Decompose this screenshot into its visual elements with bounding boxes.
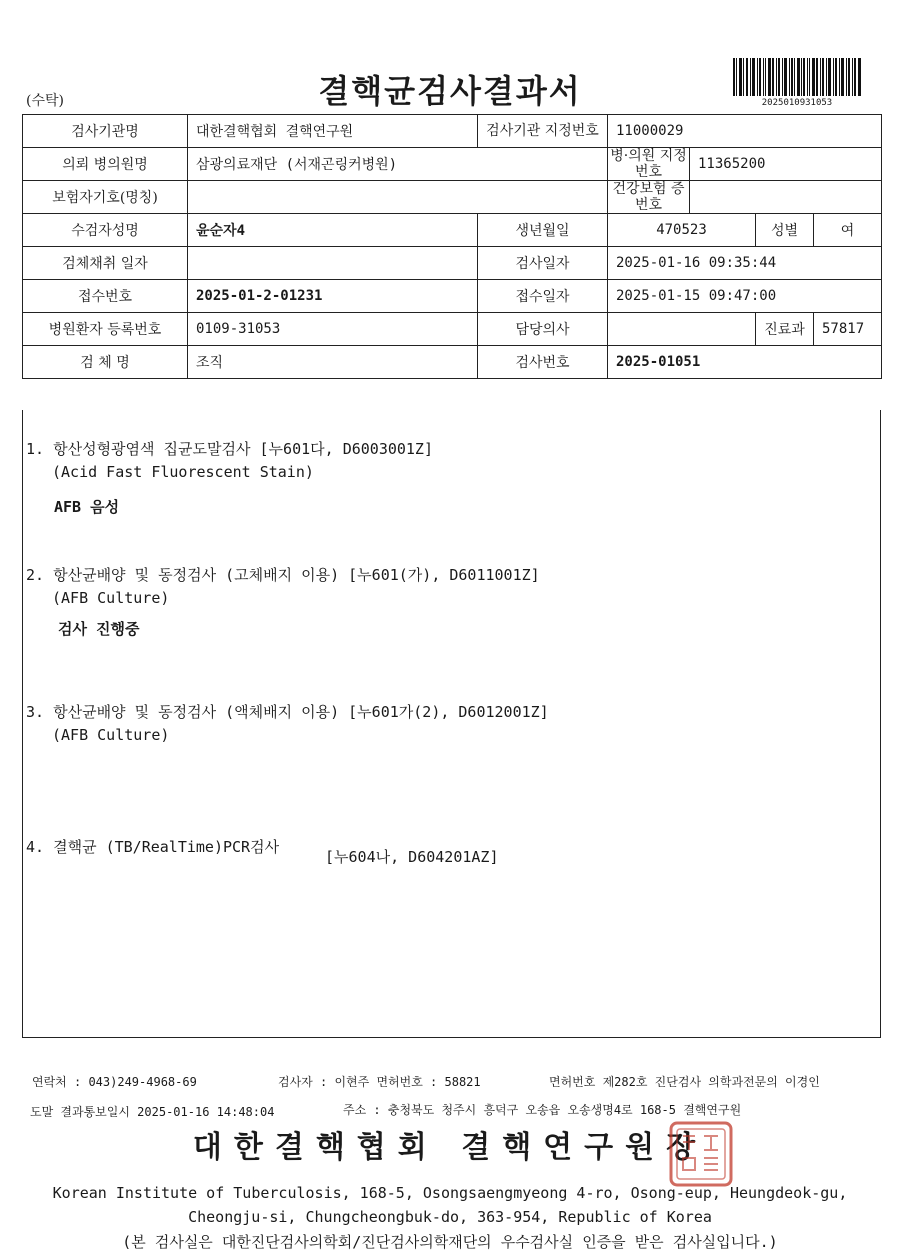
receipt-value: 2025-01-2-01231 <box>188 280 478 313</box>
table-row <box>23 115 882 148</box>
test-number-label: 검사번호 <box>478 346 608 379</box>
document-title: 결핵균검사결과서 <box>318 72 582 110</box>
test-item-1 <box>26 438 433 481</box>
table-row <box>23 247 882 280</box>
health-ins-label: 건강보험 증번호 <box>608 181 690 214</box>
test-code-4: [누604나, D604201AZ] <box>325 848 499 866</box>
sex-value: 여 <box>814 214 882 247</box>
patient-info-table <box>22 114 882 379</box>
table-row <box>23 346 882 379</box>
patient-value: 윤순자4 <box>188 214 478 247</box>
table-row <box>23 214 882 247</box>
report-time: 도말 결과통보일시 2025-01-16 14:48:04 <box>30 1105 275 1119</box>
health-ins-value <box>690 181 882 214</box>
dob-label: 생년월일 <box>478 214 608 247</box>
department-label: 진료과 <box>756 313 814 346</box>
dob-value: 470523 <box>608 214 756 247</box>
tester-info: 검사자 : 이현주 면허번호 : 58821 <box>278 1075 481 1089</box>
test-subtitle: (AFB Culture) <box>52 589 170 607</box>
hosp-code-label: 병·의원 지정번호 <box>608 148 690 181</box>
department-value: 57817 <box>814 313 882 346</box>
test-subtitle: (AFB Culture) <box>52 726 170 744</box>
test-subtitle: (Acid Fast Fluorescent Stain) <box>52 463 314 481</box>
official-seal-icon <box>668 1120 734 1188</box>
specimen-label: 검 체 명 <box>23 346 188 379</box>
sex-label: 성별 <box>756 214 814 247</box>
address-english-line2: Cheongju-si, Chungcheongbuk-do, 363-954, Republic of Korea <box>188 1208 712 1226</box>
patient-label: 수검자성명 <box>23 214 188 247</box>
collect-date-label: 검체채취 일자 <box>23 247 188 280</box>
institution-label: 검사기관명 <box>23 115 188 148</box>
table-row <box>23 148 882 181</box>
contact-info: 연락처 : 043)249-4968-69 <box>32 1075 197 1089</box>
test-title: 4. 결핵균 (TB/RealTime)PCR검사 <box>26 838 280 856</box>
hosp-code-value: 11365200 <box>690 148 882 181</box>
test-result-2: 검사 진행중 <box>58 620 140 638</box>
test-item-4 <box>26 836 279 857</box>
test-date-value: 2025-01-16 09:35:44 <box>608 247 882 280</box>
barcode-icon <box>733 58 861 96</box>
receipt-date-value: 2025-01-15 09:47:00 <box>608 280 882 313</box>
test-title: 3. 항산균배양 및 동정검사 (액체배지 이용) [누601가(2), D6012001Z] <box>26 703 549 721</box>
test-date-label: 검사일자 <box>478 247 608 280</box>
institution-value: 대한결핵협회 결핵연구원 <box>188 115 478 148</box>
insured-label: 보험자기호(명칭) <box>23 181 188 214</box>
specimen-value: 조직 <box>188 346 478 379</box>
receipt-label: 접수번호 <box>23 280 188 313</box>
inst-code-value: 11000029 <box>608 115 882 148</box>
test-item-3 <box>26 701 549 744</box>
inst-code-label: 검사기관 지정번호 <box>478 115 608 148</box>
address-korean: 주소 : 충청북도 청주시 흥덕구 오송읍 오송생명4로 168-5 결핵연구원 <box>343 1103 742 1117</box>
institute-signature: 대한결핵협회 결핵연구원장 <box>192 1130 708 1165</box>
doctor-value <box>608 313 756 346</box>
physician-license: 면허번호 제282호 진단검사 의학과전문의 이경인 <box>549 1075 820 1089</box>
barcode-number: 2025010931053 <box>761 98 833 108</box>
insured-value <box>188 181 608 214</box>
address-english-line1: Korean Institute of Tuberculosis, 168-5, Osongsaengmyeong 4-ro, Osong-eup, Heungdeok-gu, <box>52 1184 848 1202</box>
certification-note: (본 검사실은 대한진단검사의학회/진단검사의학재단의 우수검사실 인증을 받은 검사실입니다.) <box>122 1233 778 1251</box>
table-row <box>23 181 882 214</box>
hospital-value: 삼광의료재단 (서재곤링커병원) <box>188 148 608 181</box>
hospital-label: 의뢰 병의원명 <box>23 148 188 181</box>
test-title: 2. 항산균배양 및 동정검사 (고체배지 이용) [누601(가), D6011001Z] <box>26 566 540 584</box>
collect-date-value <box>188 247 478 280</box>
copy-label: (수탁) <box>26 93 64 109</box>
registration-label: 병원환자 등록번호 <box>23 313 188 346</box>
doctor-label: 담당의사 <box>478 313 608 346</box>
test-title: 1. 항산성형광염색 집균도말검사 [누601다, D6003001Z] <box>26 440 433 458</box>
registration-value: 0109-31053 <box>188 313 478 346</box>
receipt-date-label: 접수일자 <box>478 280 608 313</box>
table-row <box>23 280 882 313</box>
table-row <box>23 313 882 346</box>
test-result-1: AFB 음성 <box>54 498 120 516</box>
test-item-2 <box>26 564 540 607</box>
test-number-value: 2025-01051 <box>608 346 882 379</box>
